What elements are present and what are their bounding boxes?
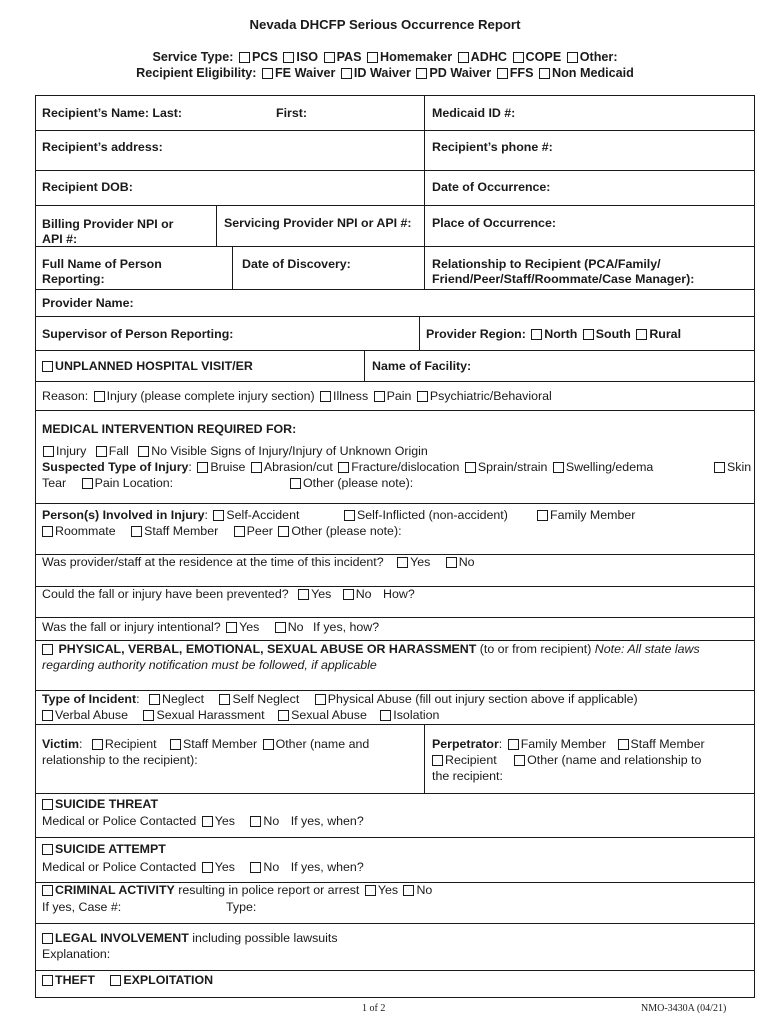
label-question-intentional: Was the fall or injury intentional? [42,620,221,634]
column-divider [424,96,425,289]
checkbox-sexual-harassment[interactable] [143,710,154,721]
label-persons-involved: Person(s) Involved in Injury [42,508,205,522]
option-victim-other: Other (name and [275,737,370,751]
checkbox-rural[interactable] [636,329,647,340]
unplanned-hospital-row [40,359,253,374]
option-neglect: Neglect [162,692,205,706]
checkbox-criminal-no[interactable] [403,885,414,896]
checkbox-isolation[interactable] [380,710,391,721]
option-no: No [287,620,304,634]
checkbox-unplanned-hospital[interactable] [42,361,53,372]
self-inflicted-option [342,508,508,523]
option-id-waiver: ID Waiver [353,66,411,80]
checkbox-self-neglect[interactable] [219,694,230,705]
option-adhc: ADHC [470,50,508,64]
option-sprain: Sprain/strain [477,460,548,474]
theft-row [40,973,213,988]
option-north: North [544,327,578,341]
criminal-activity-row [40,883,432,898]
option-yes: Yes [410,555,431,569]
checkbox-pas[interactable] [324,52,335,63]
column-divider [419,316,420,350]
label-abuse-note: Note: All state laws [594,642,700,656]
label-abuse-heading: PHYSICAL, VERBAL, EMOTIONAL, SEXUAL ABUSE OR HARASSMENT [58,642,477,656]
legal-involvement-row [40,931,338,946]
checkbox-north[interactable] [531,329,542,340]
label-case-number: If yes, Case #: [42,900,122,914]
checkbox-attempt-no[interactable] [250,862,261,873]
label-criminal-activity: CRIMINAL ACTIVITY [55,883,175,897]
checkbox-injury[interactable] [43,446,54,457]
option-self-neglect: Self Neglect [232,692,300,706]
label-medical-police: Medical or Police Contacted [42,860,197,874]
label-provider-name: Provider Name: [42,296,134,310]
option-rural: Rural [649,327,682,341]
checkbox-suicide-attempt[interactable] [42,844,53,855]
label-suicide-attempt: SUICIDE ATTEMPT [55,842,166,856]
checkbox-no-visible-signs[interactable] [138,446,149,457]
label-place-occurrence: Place of Occurrence: [432,216,556,230]
option-sexual-harassment: Sexual Harassment [156,708,265,722]
eligibility-row [0,66,770,80]
option-cope: COPE [525,50,562,64]
column-divider [424,724,425,793]
checkbox-bruise[interactable] [197,462,208,473]
checkbox-abrasion[interactable] [251,462,262,473]
colon: : [188,460,192,474]
checkbox-self-inflicted[interactable] [344,510,355,521]
label-recipient-name-last: Recipient’s Name: Last: [42,106,183,120]
service-type-label: Service Type: [152,50,234,64]
checkbox-swelling[interactable] [553,462,564,473]
checkbox-criminal-yes[interactable] [365,885,376,896]
checkbox-legal-involvement[interactable] [42,933,53,944]
checkbox-verbal-abuse[interactable] [42,710,53,721]
label-full-name-reporting-2: Reporting: [42,272,105,286]
checkbox-adhc[interactable] [458,52,469,63]
suicide-threat-row [40,797,158,812]
question-intentional [42,620,379,635]
divider [36,640,754,641]
family-member-option [535,508,635,523]
service-type-row [0,50,770,64]
divider [36,170,754,171]
label-other-injury: Other (please note): [303,476,414,490]
checkbox-physical-abuse[interactable] [315,694,326,705]
checkbox-pd-waiver[interactable] [416,68,427,79]
checkbox-pain-location[interactable] [82,478,93,489]
reason-row [42,389,552,404]
option-no: No [355,587,372,601]
checkbox-perp-other[interactable] [514,755,525,766]
checkbox-peer[interactable] [234,526,245,537]
checkbox-other-person[interactable] [278,526,289,537]
option-self-accident: Self-Accident [226,508,300,522]
abuse-heading-row [40,642,700,657]
option-ffs: FFS [509,66,534,80]
option-yes: Yes [377,883,399,897]
checkbox-reason-psych[interactable] [417,391,428,402]
option-victim-staff: Staff Member [182,737,258,751]
checkbox-attempt-yes[interactable] [202,862,213,873]
checkbox-exploitation[interactable] [110,975,121,986]
option-injury: Injury [56,444,87,458]
checkbox-reason-pain[interactable] [374,391,385,402]
checkbox-perp-staff[interactable] [618,739,629,750]
divider [36,316,754,317]
label-billing-npi-2: API #: [42,232,78,246]
checkbox-victim-other[interactable] [263,739,274,750]
skin-tear-option [712,460,751,475]
checkbox-other[interactable] [567,52,578,63]
checkbox-id-waiver[interactable] [341,68,352,79]
checkbox-staff-member[interactable] [131,526,142,537]
label-recipient-first: First: [276,106,307,120]
checkbox-threat-yes[interactable] [202,816,213,827]
divider [36,410,754,411]
checkbox-victim-recipient[interactable] [92,739,103,750]
divider [36,503,754,504]
checkbox-family-member[interactable] [537,510,548,521]
label-legal-tail: including possible lawsuits [192,931,338,945]
checkbox-cope[interactable] [513,52,524,63]
label-if-yes-how: If yes, how? [313,620,380,634]
eligibility-label: Recipient Eligibility: [136,66,257,80]
label-how: How? [383,587,415,601]
checkbox-perp-family[interactable] [508,739,519,750]
option-yes: Yes [239,620,260,634]
label-suspected-injury: Suspected Type of Injury [42,460,189,474]
divider [36,690,754,691]
divider [36,350,754,351]
label-reason: Reason: [42,389,89,403]
medical-options-row [41,444,428,459]
option-reason-illness: Illness [333,389,369,403]
label-supervisor: Supervisor of Person Reporting: [42,327,234,341]
label-recipient-address: Recipient’s address: [42,140,163,154]
label-full-name-reporting: Full Name of Person [42,257,162,271]
label-recipient-dob: Recipient DOB: [42,180,133,194]
label-type-incident: Type of Incident [42,692,137,706]
checkbox-pcs[interactable] [239,52,250,63]
option-homemaker: Homemaker [380,50,453,64]
question-staff-present [42,555,475,570]
checkbox-iso[interactable] [283,52,294,63]
label-criminal-tail: resulting in police report or arrest [178,883,360,897]
label-provider-region: Provider Region: [426,327,526,341]
option-roommate: Roommate [55,524,116,538]
checkbox-reason-illness[interactable] [320,391,331,402]
label-medical-police: Medical or Police Contacted [42,814,197,828]
option-pd-waiver: PD Waiver [429,66,492,80]
other-note-row [288,476,413,491]
victim-relationship: relationship to the recipient): [42,753,198,767]
option-no: No [458,555,475,569]
checkbox-non-medicaid[interactable] [539,68,550,79]
divider [36,205,754,206]
suicide-threat-contact [42,814,364,829]
divider [36,793,754,794]
label-name-of-facility: Name of Facility: [372,359,472,373]
option-reason-psych: Psychiatric/Behavioral [429,389,552,403]
option-reason-injury: Injury (please complete injury section) [106,389,315,403]
tear-row [42,476,173,491]
option-fe-waiver: FE Waiver [274,66,336,80]
label-legal-involvement: LEGAL INVOLVEMENT [55,931,189,945]
option-self-inflicted: Self-Inflicted (non-accident) [357,508,508,522]
colon: : [498,737,503,751]
option-victim-recipient: Recipient [104,737,157,751]
form-number: NMO-3430A (04/21) [641,1003,727,1014]
label-relationship: Relationship to Recipient (PCA/Family/ [432,257,661,271]
option-family-member: Family Member [550,508,636,522]
option-other-person: Other (please note): [291,524,402,538]
label-servicing-npi: Servicing Provider NPI or API #: [224,216,412,230]
divider [36,837,754,838]
checkbox-victim-staff[interactable] [170,739,181,750]
divider [36,289,754,290]
checkbox-fe-waiver[interactable] [262,68,273,79]
option-non-medicaid: Non Medicaid [551,66,634,80]
label-unplanned-hospital: UNPLANNED HOSPITAL VISIT/ER [55,359,253,373]
option-perp-recipient: Recipient [445,753,497,767]
persons-involved-row [42,508,299,523]
checkbox-ffs[interactable] [497,68,508,79]
option-yes: Yes [311,587,332,601]
checkbox-prevent-yes[interactable] [298,589,309,600]
checkbox-perp-recipient[interactable] [432,755,443,766]
option-fracture: Fracture/dislocation [351,460,460,474]
colon: : [78,737,83,751]
option-swelling: Swelling/edema [565,460,654,474]
option-yes: Yes [214,860,235,874]
option-no: No [416,883,433,897]
perpetrator-row [432,737,705,752]
label-suicide-threat: SUICIDE THREAT [55,797,159,811]
provider-region-row [426,327,681,342]
persons-row-2 [40,524,402,539]
option-reason-pain: Pain [386,389,412,403]
label-recipient-phone: Recipient’s phone #: [432,140,553,154]
checkbox-skin-tear[interactable] [714,462,725,473]
option-no: No [263,860,280,874]
perpetrator-relationship: the recipient: [432,769,503,783]
label-date-occurrence: Date of Occurrence: [432,180,551,194]
checkbox-south[interactable] [583,329,594,340]
checkbox-roommate[interactable] [42,526,53,537]
label-pain-location: Pain Location: [94,476,174,490]
column-divider [232,246,233,289]
checkbox-reason-injury[interactable] [94,391,105,402]
colon: : [204,508,208,522]
checkbox-prevent-no[interactable] [343,589,354,600]
option-bruise: Bruise [210,460,246,474]
report-form [35,95,755,998]
checkbox-abuse[interactable] [42,644,53,655]
label-if-yes-when: If yes, when? [290,860,364,874]
divider [36,617,754,618]
option-skin: Skin [727,460,752,474]
incident-type-row [42,692,638,707]
divider [36,923,754,924]
divider [36,130,754,131]
label-question-staff: Was provider/staff at the residence at the time of this incident? [42,555,384,569]
page-title: Nevada DHCFP Serious Occurrence Report [249,17,521,32]
label-abuse-tail: (to or from recipient) [479,642,592,656]
option-fall: Fall [108,444,129,458]
checkbox-other-injury[interactable] [290,478,301,489]
question-prevented [42,587,415,602]
checkbox-sprain[interactable] [465,462,476,473]
checkbox-self-accident[interactable] [213,510,224,521]
checkbox-suicide-threat[interactable] [42,799,53,810]
checkbox-theft[interactable] [42,975,53,986]
label-date-discovery: Date of Discovery: [242,257,351,271]
checkbox-sexual-abuse[interactable] [278,710,289,721]
option-peer: Peer [246,524,273,538]
option-physical-abuse: Physical Abuse (fill out injury section above if applicable) [327,692,638,706]
option-perp-other: Other (name and relationship to [527,753,702,767]
option-perp-family: Family Member [520,737,607,751]
option-staff-member: Staff Member [144,524,219,538]
label-if-yes-when: If yes, when? [290,814,364,828]
option-pas: PAS [336,50,362,64]
option-pcs: PCS [251,50,278,64]
option-no-visible-signs: No Visible Signs of Injury/Injury of Unknown Origin [151,444,428,458]
divider [36,381,754,382]
perpetrator-row-2 [430,753,701,768]
colon: : [136,692,140,706]
checkbox-neglect[interactable] [149,694,160,705]
option-south: South [595,327,631,341]
suicide-attempt-contact [42,860,364,875]
option-sexual-abuse: Sexual Abuse [291,708,367,722]
label-question-prevent: Could the fall or injury have been prevented? [42,587,289,601]
label-exploitation: EXPLOITATION [123,973,214,987]
checkbox-homemaker[interactable] [367,52,378,63]
checkbox-criminal-activity[interactable] [42,885,53,896]
label-case-type: Type: [226,900,257,914]
divider [36,246,754,247]
label-relationship-2: Friend/Peer/Staff/Roommate/Case Manager): [432,272,695,286]
suspected-injury-row [42,460,653,475]
divider [36,724,754,725]
label-medicaid-id: Medicaid ID #: [432,106,516,120]
checkbox-threat-no[interactable] [250,816,261,827]
label-perpetrator: Perpetrator [432,737,499,751]
option-perp-staff: Staff Member [630,737,705,751]
victim-row [42,737,369,752]
column-divider [364,350,365,381]
option-isolation: Isolation [393,708,440,722]
checkbox-fracture[interactable] [338,462,349,473]
label-billing-npi: Billing Provider NPI or [42,217,174,231]
checkbox-intentional-no[interactable] [275,622,286,633]
option-tear: Tear [42,476,67,490]
checkbox-fall[interactable] [96,446,107,457]
option-other: Other: [579,50,618,64]
checkbox-intentional-yes[interactable] [226,622,237,633]
label-explanation: Explanation: [42,947,111,961]
medical-intervention-heading: MEDICAL INTERVENTION REQUIRED FOR: [42,422,297,436]
option-abrasion: Abrasion/cut [263,460,333,474]
option-no: No [263,814,280,828]
divider [36,970,754,971]
incident-type-row-2 [40,708,439,723]
page-number: 1 of 2 [362,1003,386,1014]
label-theft: THEFT [55,973,95,987]
checkbox-staff-yes[interactable] [397,557,408,568]
abuse-note-line2: regarding authority notification must be followed, if applicable [42,658,377,672]
option-iso: ISO [296,50,319,64]
column-divider [216,205,217,246]
checkbox-staff-no[interactable] [446,557,457,568]
label-victim: Victim [42,737,79,751]
suicide-attempt-row [40,842,166,857]
option-verbal-abuse: Verbal Abuse [55,708,129,722]
option-yes: Yes [214,814,235,828]
